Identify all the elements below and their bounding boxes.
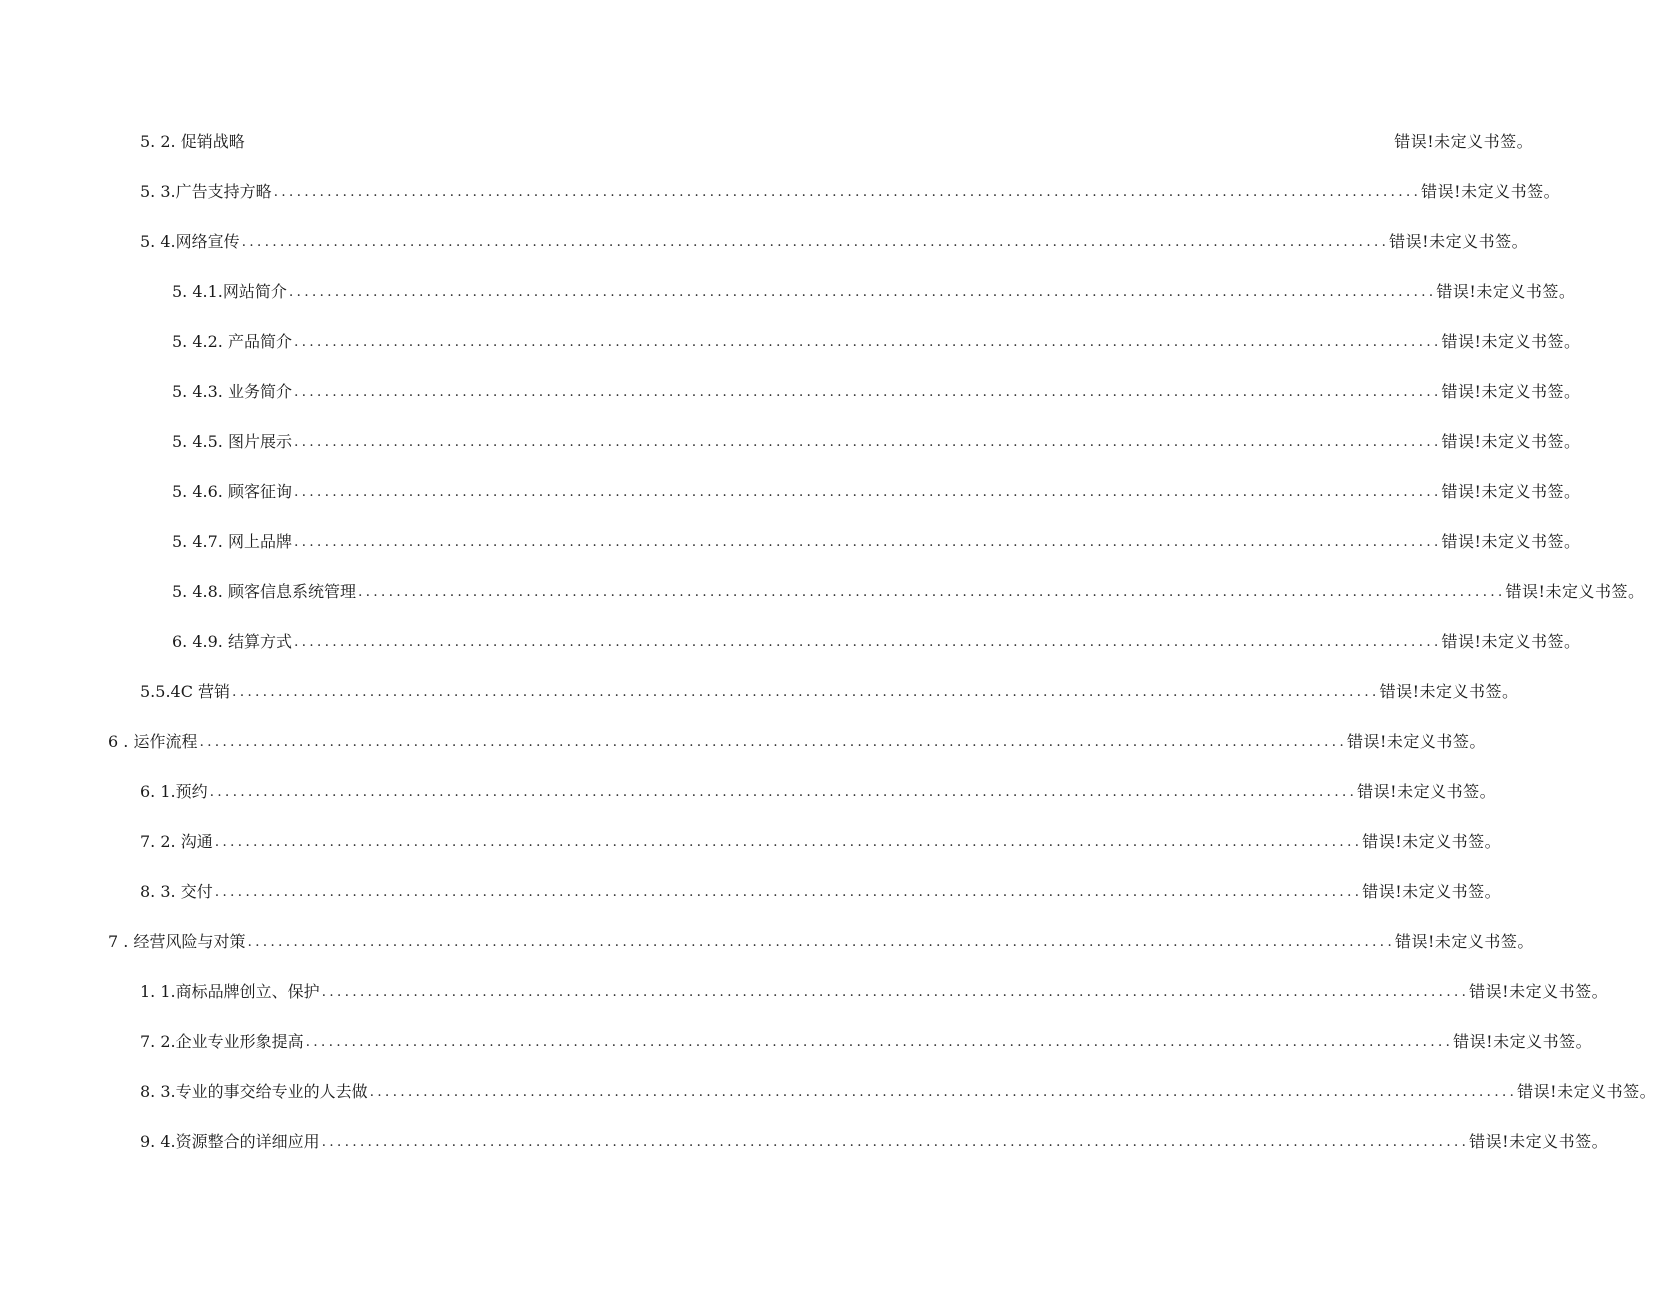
toc-entry-title: 7 . 经营风险与对策: [108, 932, 246, 951]
toc-page-ref: 错误!未定义书签。: [1441, 432, 1581, 451]
toc-page-ref: 错误!未定义书签。: [1441, 382, 1581, 401]
toc-entry[interactable]: [140, 1127, 1609, 1153]
toc-entry[interactable]: [140, 677, 1519, 703]
toc-page-ref: 错误!未定义书签。: [1421, 182, 1561, 201]
toc-dot-leader: ......................................................................................................................................................: [214, 834, 1363, 850]
toc-dot-leader: ......................................................................................................................................................: [321, 984, 1470, 1000]
toc-page-ref: 错误!未定义书签。: [1453, 1032, 1593, 1051]
toc-page-ref: 错误!未定义书签。: [1469, 982, 1609, 1001]
toc-entry-title: 7. 2. 沟通: [140, 832, 213, 851]
toc-dot-leader: ......................................................................................................................................................: [293, 484, 1442, 500]
toc-entry-title: 6. 1.预约: [140, 782, 208, 801]
toc-entry[interactable]: [140, 977, 1609, 1003]
toc-page-ref: 错误!未定义书签。: [1441, 332, 1581, 351]
toc-entry-title: 1. 1.商标品牌创立、保护: [140, 982, 320, 1001]
toc-dot-leader: ......................................................................................................................................................: [288, 284, 1437, 300]
toc-entry[interactable]: [172, 627, 1581, 653]
toc-entry-title: 5. 4.5. 图片展示: [172, 432, 292, 451]
toc-dot-leader: ......................................................................................................................................................: [247, 934, 1395, 950]
toc-page-ref: 错误!未定义书签。: [1469, 1132, 1609, 1151]
toc-page-ref: 错误!未定义书签。: [1441, 632, 1581, 651]
toc-entry[interactable]: [172, 477, 1581, 503]
toc-dot-leader: ......................................................................................................................................................: [199, 734, 1347, 750]
toc-entry-title: 5. 4.6. 顾客征询: [172, 482, 292, 501]
toc-entry[interactable]: [172, 527, 1581, 553]
toc-entry-title: 5. 4.3. 业务简介: [172, 382, 292, 401]
toc-page-ref: 错误!未定义书签。: [1505, 582, 1645, 601]
toc-dot-leader: ......................................................................................................................................................: [293, 634, 1442, 650]
toc-entry[interactable]: [172, 427, 1581, 453]
toc-entry-title: 5. 3.广告支持方略: [140, 182, 272, 201]
toc-entry-title: 5. 2. 促销战略: [140, 132, 245, 151]
toc-entry-title: 9. 4.资源整合的详细应用: [140, 1132, 320, 1151]
toc-entry[interactable]: [140, 1027, 1593, 1053]
toc-page-ref: 错误!未定义书签。: [1394, 132, 1534, 151]
toc-dot-leader: ......................................................................................................................................................: [369, 1084, 1518, 1100]
toc-dot-leader: ......................................................................................................................................................: [232, 684, 1380, 700]
toc-entry-title: 5.5.4C 营销: [140, 682, 231, 701]
toc-entry-title: 5. 4.2. 产品简介: [172, 332, 292, 351]
toc-entry-title: 6. 4.9. 结算方式: [172, 632, 292, 651]
toc-page-ref: 错误!未定义书签。: [1394, 932, 1534, 951]
toc-page-ref: 错误!未定义书签。: [1346, 732, 1486, 751]
toc-entry[interactable]: [172, 277, 1576, 303]
toc-dot-leader: ......................................................................................................................................................: [293, 334, 1442, 350]
toc-page-ref: 错误!未定义书签。: [1441, 482, 1581, 501]
toc-entry-title: 8. 3. 交付: [140, 882, 213, 901]
toc-dot-leader: ......................................................................................................................................................: [241, 234, 1390, 250]
toc-entry-title: 5. 4.8. 顾客信息系统管理: [172, 582, 356, 601]
toc-dot-leader: ......................................................................................................................................................: [293, 434, 1442, 450]
toc-entry[interactable]: [172, 577, 1645, 603]
toc-dot-leader: ......................................................................................................................................................: [293, 534, 1442, 550]
toc-dot-leader: ......................................................................................................................................................: [321, 1134, 1470, 1150]
toc-entry-title: 5. 4.7. 网上品牌: [172, 532, 292, 551]
toc-dot-leader: ......................................................................................................................................................: [209, 784, 1358, 800]
toc-dot-leader: ......................................................................................................................................................: [273, 184, 1422, 200]
toc-entry[interactable]: [172, 327, 1581, 353]
toc-entry-title: 7. 2.企业专业形象提高: [140, 1032, 304, 1051]
toc-page-ref: 错误!未定义书签。: [1379, 682, 1519, 701]
toc-entry[interactable]: [140, 177, 1561, 203]
toc-entry[interactable]: [172, 377, 1581, 403]
toc-page-ref: 错误!未定义书签。: [1517, 1082, 1656, 1101]
toc-dot-leader: ......................................................................................................................................................: [214, 884, 1363, 900]
toc-entry-title: 5. 4.网络宣传: [140, 232, 240, 251]
toc-page-ref: 错误!未定义书签。: [1362, 832, 1502, 851]
toc-page-ref: 错误!未定义书签。: [1362, 882, 1502, 901]
toc-dot-leader: ......................................................................................................................................................: [305, 1034, 1454, 1050]
toc-entry[interactable]: [140, 877, 1502, 903]
toc-entry[interactable]: [140, 827, 1502, 853]
toc-entry[interactable]: [140, 127, 1534, 153]
toc-entry[interactable]: [140, 777, 1497, 803]
toc-dot-leader: ......................................................................................................................................................: [293, 384, 1442, 400]
toc-entry-title: 6 . 运作流程: [108, 732, 198, 751]
toc-dot-leader: ......................................................................................................................................................: [357, 584, 1506, 600]
toc-entry-title: 5. 4.1.网站简介: [172, 282, 287, 301]
toc-page-ref: 错误!未定义书签。: [1389, 232, 1529, 251]
toc-entry-title: 8. 3.专业的事交给专业的人去做: [140, 1082, 368, 1101]
toc-entry[interactable]: [140, 227, 1529, 253]
toc-page-ref: 错误!未定义书签。: [1436, 282, 1576, 301]
toc-page-ref: 错误!未定义书签。: [1357, 782, 1497, 801]
toc-entry[interactable]: [108, 927, 1534, 953]
toc-entry[interactable]: [108, 727, 1486, 753]
toc-entry[interactable]: [140, 1077, 1656, 1103]
toc-page-ref: 错误!未定义书签。: [1441, 532, 1581, 551]
